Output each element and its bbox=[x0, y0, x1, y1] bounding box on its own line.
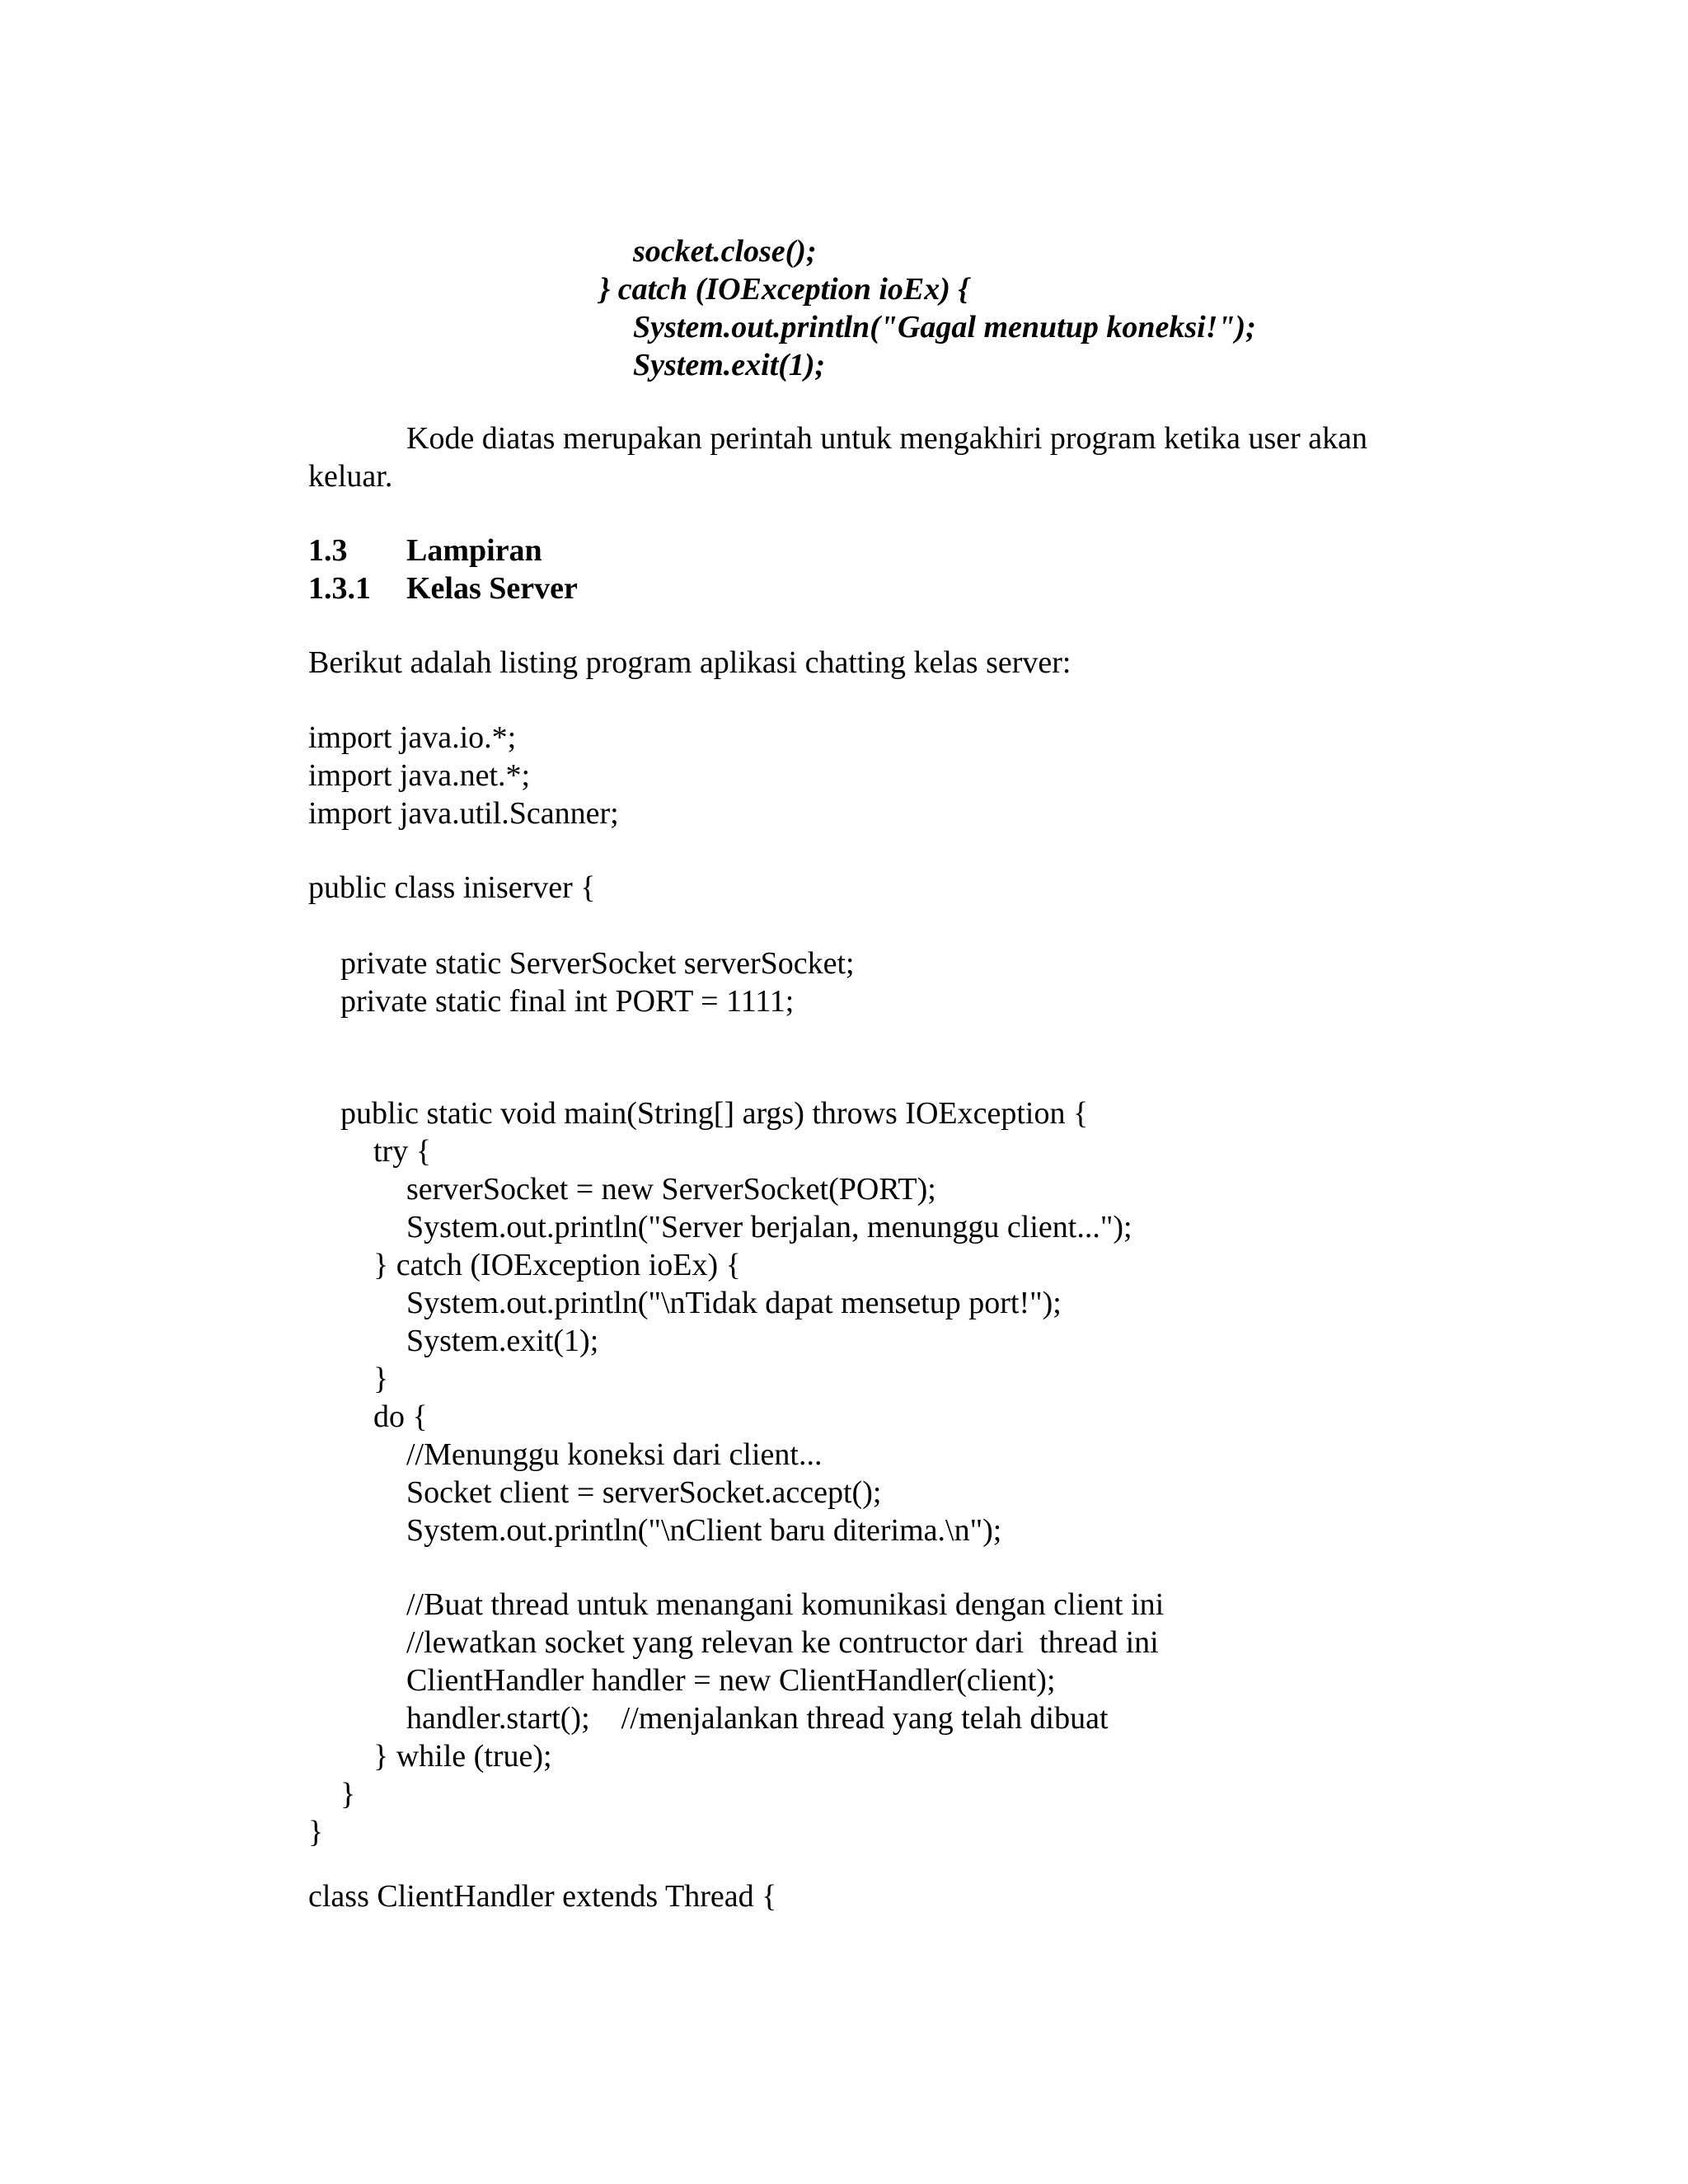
paragraph-line-2: keluar. bbox=[308, 459, 393, 494]
code-line: private static final int PORT = 1111; bbox=[340, 984, 795, 1019]
code-line: Socket client = serverSocket.accept(); bbox=[406, 1475, 882, 1510]
code-line: } bbox=[340, 1777, 356, 1811]
code-line: } catch (IOException ioEx) { bbox=[373, 1248, 741, 1282]
listing-intro: Berikut adalah listing program aplikasi chatting kelas server: bbox=[308, 645, 1071, 680]
code-line: } bbox=[373, 1361, 389, 1396]
code-line: System.exit(1); bbox=[406, 1324, 599, 1358]
code-line: import java.net.*; bbox=[308, 758, 531, 793]
code-line-catch: } catch (IOException ioEx) { bbox=[599, 272, 969, 307]
section-title: Lampiran bbox=[406, 533, 542, 568]
code-line: System.out.println("\nClient baru diterima.\n"); bbox=[406, 1513, 1002, 1548]
code-line: } bbox=[308, 1815, 324, 1849]
code-line-socket-close: socket.close(); bbox=[633, 234, 817, 269]
subsection-number: 1.3.1 bbox=[308, 571, 371, 606]
code-line: System.out.println("Server berjalan, menunggu client..."); bbox=[406, 1210, 1132, 1244]
code-line: try { bbox=[373, 1134, 431, 1169]
code-line: class ClientHandler extends Thread { bbox=[308, 1879, 777, 1914]
code-line: ClientHandler handler = new ClientHandler(client); bbox=[406, 1663, 1056, 1698]
code-line: //lewatkan socket yang relevan ke contructor dari thread ini bbox=[406, 1625, 1159, 1660]
code-line: do { bbox=[373, 1399, 428, 1434]
code-line: public static void main(String[] args) throws IOException { bbox=[340, 1096, 1089, 1131]
code-line: System.out.println("\nTidak dapat mensetup port!"); bbox=[406, 1286, 1062, 1320]
paragraph-line-1: Kode diatas merupakan perintah untuk mengakhiri program ketika user akan bbox=[406, 421, 1367, 456]
code-line: //Buat thread untuk menangani komunikasi dengan client ini bbox=[406, 1587, 1165, 1622]
code-line: private static ServerSocket serverSocket; bbox=[340, 946, 855, 981]
code-line-exit: System.exit(1); bbox=[633, 348, 826, 382]
code-line: public class iniserver { bbox=[308, 870, 596, 905]
code-line: handler.start(); //menjalankan thread yang telah dibuat bbox=[406, 1701, 1109, 1736]
code-line-println: System.out.println("Gagal menutup koneksi!"); bbox=[633, 310, 1256, 344]
section-number: 1.3 bbox=[308, 533, 348, 568]
code-line: serverSocket = new ServerSocket(PORT); bbox=[406, 1172, 936, 1207]
code-line: import java.io.*; bbox=[308, 720, 517, 755]
code-line: } while (true); bbox=[373, 1739, 552, 1774]
code-line: import java.util.Scanner; bbox=[308, 796, 619, 831]
subsection-title: Kelas Server bbox=[406, 571, 578, 606]
code-line: //Menunggu koneksi dari client... bbox=[406, 1437, 823, 1472]
